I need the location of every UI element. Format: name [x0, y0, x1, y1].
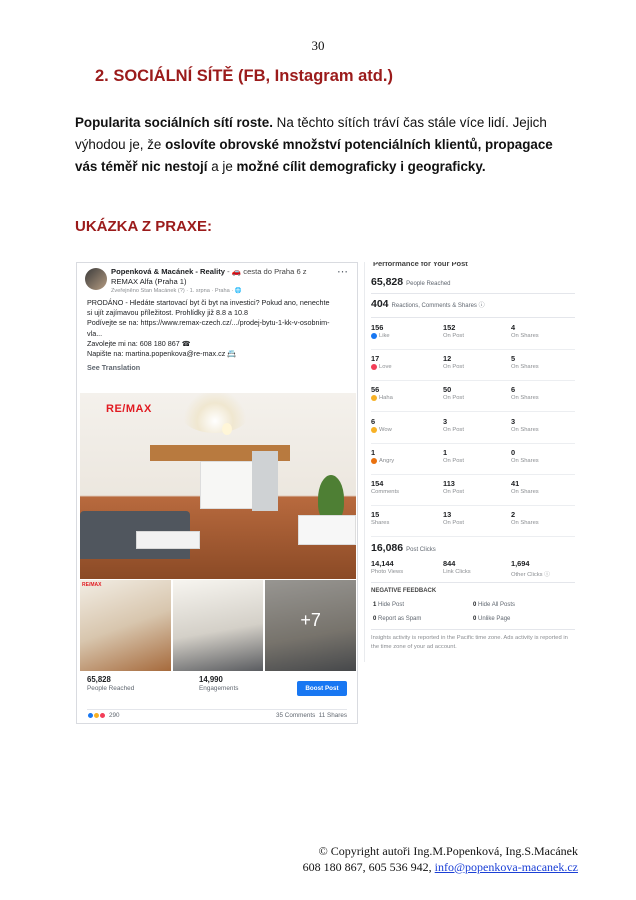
breakdown-cell	[371, 510, 389, 526]
breakdown-label-text: Haha	[379, 395, 393, 402]
breakdown-value: 3	[511, 416, 516, 426]
breakdown-label	[371, 333, 390, 339]
post-text-line: Zavolejte mi na: 608 180 867 ☎	[87, 338, 191, 348]
breakdown-label	[511, 489, 539, 495]
breakdown-value: 41	[511, 479, 520, 488]
breakdown-label	[443, 520, 464, 526]
breakdown-value: 56	[371, 385, 380, 395]
reactions-value: 404	[371, 298, 389, 310]
divider	[371, 317, 575, 318]
breakdown-label	[443, 489, 464, 495]
email-link[interactable]: info@popenkova-macanek.cz	[434, 859, 578, 874]
breakdown-label	[371, 395, 393, 401]
breakdown-label	[371, 458, 394, 464]
breakdown-cell	[511, 417, 539, 433]
post-text-line: si ujít zajímavou příležitost. Prohlídky již 8.8 a 10.8	[87, 308, 248, 318]
insights-people-reached-value: 65,828	[371, 276, 404, 288]
reactions-row	[371, 298, 575, 310]
breakdown-label-text: Love	[379, 364, 392, 371]
breakdown-value: 50	[443, 385, 452, 395]
breakdown-value: 113	[443, 479, 455, 488]
post-author-line	[111, 267, 351, 277]
breakdown-cell	[511, 510, 539, 526]
facebook-post-card	[76, 262, 358, 724]
breakdown-label	[443, 333, 464, 339]
report-spam-value: 0	[373, 616, 377, 622]
breakdown-cell	[371, 385, 393, 401]
breakdown-label-text: Comments	[371, 489, 400, 495]
photo-thumbnail[interactable]	[80, 580, 171, 671]
breakdown-label	[511, 427, 539, 433]
breakdown-cell	[443, 417, 464, 433]
breakdown-label-text: On Post	[443, 489, 464, 495]
section-heading: 2. SOCIÁLNÍ SÍTĚ (FB, Instagram atd.)	[95, 67, 393, 85]
breakdown-value: 12	[443, 354, 452, 364]
photo-thumbnail-more[interactable]	[265, 580, 356, 671]
breakdown-label-text: On Post	[443, 395, 464, 402]
breakdown-value: 152	[443, 323, 456, 332]
post-stats	[87, 675, 347, 701]
see-translation-link[interactable]: See Translation	[87, 363, 141, 373]
breakdown-label	[371, 364, 392, 370]
breakdown-cell	[371, 448, 394, 464]
breakdown-value: 3	[443, 416, 448, 426]
breakdown-cell	[443, 385, 464, 401]
remax-logo: RE/MAX	[106, 403, 152, 415]
breakdown-label	[511, 364, 539, 370]
negative-feedback-title: NEGATIVE FEEDBACK	[371, 588, 437, 594]
people-reached-row	[371, 276, 575, 288]
comments-link[interactable]: 35 Comments	[276, 712, 316, 719]
coffee-table	[136, 531, 200, 549]
breakdown-cell	[443, 323, 464, 339]
hide-all-posts-item	[473, 602, 515, 608]
breakdown-cell	[511, 354, 539, 370]
divider	[371, 629, 575, 630]
reaction-breakdown-row	[371, 445, 575, 475]
post-footer	[87, 709, 347, 721]
negative-feedback-section	[371, 588, 575, 594]
breakdown-label	[443, 458, 464, 464]
report-spam-item	[373, 616, 421, 622]
post-clicks-label: Post Clicks	[406, 547, 436, 553]
breakdown-value: 4	[511, 323, 516, 332]
breakdown-cell	[511, 479, 539, 495]
unlike-page-label: Unlike Page	[478, 616, 511, 622]
fridge	[252, 451, 278, 511]
breakdown-label	[371, 427, 392, 433]
breakdown-cell	[371, 479, 399, 495]
other-clicks-label: Other Clicks ⓘ	[511, 572, 550, 578]
people-reached-stat	[87, 675, 134, 692]
breakdown-label-text: Angry	[379, 457, 395, 464]
shares-link[interactable]: 11 Shares	[318, 712, 347, 719]
lamp	[222, 423, 232, 435]
post-clicks-value: 16,086	[371, 542, 404, 554]
people-reached-label: People Reached	[87, 685, 135, 692]
breakdown-label	[511, 458, 539, 464]
breakdown-cell	[371, 417, 392, 433]
breakdown-cell	[443, 510, 464, 526]
people-reached-value: 65,828	[87, 675, 111, 684]
breakdown-label-text: On Shares	[511, 520, 539, 527]
reaction-breakdown-row	[371, 414, 575, 444]
photo-views-label: Photo Views	[371, 569, 404, 575]
post-text-line: Podívejte se na: https://www.remax-czech.cz/.../prodej-bytu-1-kk-v-osobnim-	[87, 318, 330, 328]
intro-bold-3: možné cílit demograficky i geograficky.	[236, 159, 486, 174]
link-clicks-value: 844	[443, 559, 456, 568]
engagements-label: Engagements	[199, 685, 239, 692]
avatar[interactable]	[85, 268, 107, 290]
reaction-breakdown-row	[371, 507, 575, 537]
photo-views-value: 14,144	[371, 559, 394, 568]
hide-post-label: Hide Post	[378, 602, 405, 608]
hide-post-value: 1	[373, 602, 377, 608]
page-number: 30	[311, 38, 325, 53]
intro-text-2: a je	[207, 159, 237, 174]
intro-paragraph	[75, 112, 575, 178]
breakdown-label	[443, 364, 464, 370]
hide-all-posts-value: 0	[473, 602, 477, 608]
other-clicks-cell	[511, 559, 550, 578]
copyright-footer	[303, 844, 578, 875]
breakdown-cell	[443, 448, 464, 464]
intro-bold-2: oslovíte obrovské množství potenciálních klientů, propagace vás téměř nic nestojí	[75, 137, 553, 174]
more-photos-count: +7	[300, 610, 321, 630]
tv-cabinet	[298, 515, 356, 545]
post-insights-panel	[364, 262, 579, 662]
intro-bold-1: Popularita sociálních sítí roste.	[75, 115, 273, 130]
breakdown-value: 6	[371, 416, 376, 426]
breakdown-label-text: Shares	[371, 520, 390, 527]
breakdown-value: 154	[371, 479, 384, 488]
unlike-page-item	[473, 616, 510, 622]
insights-note: Insights activity is reported in the Pacific time zone. Ads activity is reported in the time zone of your ad account.	[371, 635, 568, 650]
breakdown-cell	[371, 323, 390, 339]
breakdown-label-text: On Shares	[511, 489, 539, 495]
divider	[371, 582, 575, 583]
reaction-icon	[371, 364, 377, 370]
reaction-breakdown-row	[371, 320, 575, 350]
post-text-line: vla...	[87, 328, 103, 338]
breakdown-label	[443, 427, 464, 433]
insights-people-reached-label: People Reached	[406, 281, 451, 287]
breakdown-value: 17	[371, 354, 380, 364]
photo-views-cell	[371, 559, 403, 575]
copyright-line: © Copyright autoři Ing.M.Popenková, Ing.S.Macánek	[318, 844, 578, 858]
unlike-page-value: 0	[473, 616, 477, 622]
breakdown-label	[511, 333, 539, 339]
post-activity: - 🚗 cesta do Praha 6 z	[224, 267, 307, 276]
engagements-value: 14,990	[199, 675, 223, 684]
reactions-summary[interactable]	[87, 712, 120, 719]
phone-numbers: 608 180 867, 605 536 942,	[302, 859, 435, 874]
other-clicks-value: 1,694	[511, 559, 530, 568]
breakdown-cell	[443, 479, 464, 495]
breakdown-label-text: On Post	[443, 520, 464, 527]
breakdown-label-text: Like	[379, 333, 390, 339]
reactions-label: Reactions, Comments & Shares ⓘ	[391, 303, 485, 309]
breakdown-value: 156	[371, 323, 384, 332]
photo-thumbnail[interactable]	[173, 580, 264, 671]
report-spam-label: Report as Spam	[378, 616, 422, 622]
example-heading: UKÁZKA Z PRAXE:	[75, 218, 212, 235]
breakdown-cell	[511, 385, 539, 401]
breakdown-label-text: On Shares	[511, 395, 539, 402]
breakdown-label	[511, 395, 539, 401]
breakdown-label-text: On Post	[443, 426, 464, 433]
main-apartment-photo[interactable]	[80, 393, 356, 579]
post-text-line: PRODÁNO - Hledáte startovací byt či byt na investici? Pokud ano, nenechte	[87, 298, 330, 307]
breakdown-label	[371, 520, 389, 526]
breakdown-label-text: On Post	[443, 333, 464, 339]
reaction-breakdown-row	[371, 351, 575, 381]
ceiling-light	[180, 393, 250, 433]
engagements-stat	[199, 675, 238, 692]
love-reaction-icon	[99, 712, 106, 719]
boost-post-button[interactable]: Boost Post	[297, 681, 347, 696]
breakdown-value: 0	[511, 447, 516, 457]
breakdown-value: 2	[511, 510, 516, 520]
breakdown-label	[443, 395, 464, 401]
more-options-icon[interactable]: ⋯	[337, 266, 349, 278]
breakdown-label-text: On Shares	[511, 457, 539, 464]
reaction-icon	[371, 395, 377, 401]
breakdown-cell	[511, 448, 539, 464]
post-text	[77, 293, 357, 359]
divider	[371, 293, 575, 294]
post-meta: Zveřejněno Stan Macánek (?) · 1. srpna · Praha · 🌐	[111, 288, 242, 294]
breakdown-value: 6	[511, 385, 516, 395]
breakdown-cell	[443, 354, 464, 370]
comments-shares	[276, 712, 347, 719]
reaction-icon	[371, 333, 377, 339]
reaction-breakdown-row	[371, 382, 575, 412]
intro-text-1: Na těchto sítích tráví čas stále více lidí. Jejich výhodou je, že	[75, 115, 547, 152]
post-activity-line-2: REMAX Alfa (Praha 1)	[111, 277, 187, 286]
contact-line	[303, 860, 578, 876]
link-clicks-label: Link Clicks	[443, 569, 471, 575]
insights-title: Performance for Your Post	[373, 262, 468, 268]
page-name-link[interactable]: Popenková & Macánek - Reality	[111, 267, 225, 276]
reaction-icon	[371, 458, 377, 464]
link-clicks-cell	[443, 559, 471, 575]
post-clicks-row	[371, 542, 575, 554]
breakdown-cell	[511, 323, 539, 339]
reaction-count: 290	[109, 712, 120, 719]
breakdown-value: 1	[371, 447, 376, 457]
breakdown-label-text: On Shares	[511, 364, 539, 371]
reaction-breakdown-row	[371, 476, 575, 506]
post-text-line: Napište na: martina.popenkova@re-max.cz 📇	[87, 349, 237, 359]
breakdown-label-text: On Shares	[511, 426, 539, 433]
breakdown-value: 1	[443, 447, 448, 457]
hide-all-posts-label: Hide All Posts	[478, 602, 516, 608]
breakdown-value: 15	[371, 510, 380, 520]
post-header	[77, 263, 357, 293]
breakdown-label	[371, 489, 399, 495]
remax-logo: RE/MAX	[82, 582, 102, 588]
hide-post-item	[373, 602, 404, 608]
breakdown-label-text: On Post	[443, 457, 464, 464]
photo-thumbnails	[80, 580, 356, 671]
breakdown-label-text: Wow	[379, 426, 392, 433]
breakdown-label-text: On Post	[443, 364, 464, 371]
breakdown-label-text: On Shares	[511, 333, 539, 339]
breakdown-cell	[371, 354, 392, 370]
reaction-icon	[371, 427, 377, 433]
breakdown-label	[511, 520, 539, 526]
breakdown-value: 13	[443, 510, 452, 520]
breakdown-value: 5	[511, 354, 516, 364]
